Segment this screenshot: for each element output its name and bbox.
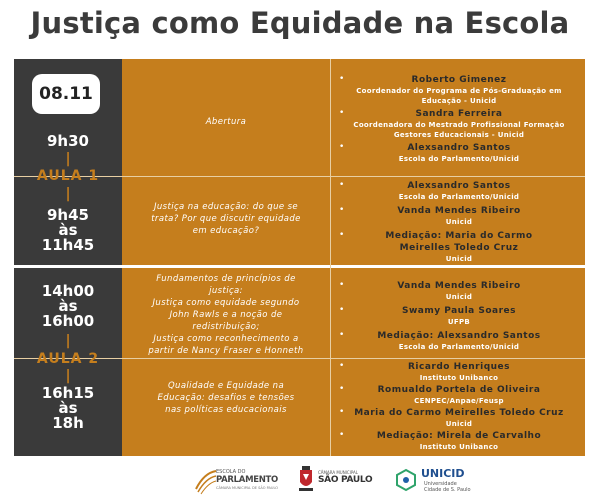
time-to: às: [58, 297, 78, 315]
aula-2-label: AULA 2: [36, 351, 100, 367]
time-separator: |: [65, 333, 71, 349]
time-opening: 9h30: [47, 132, 89, 150]
topic-line: Qualidade e Equidade na: [167, 381, 285, 391]
page-title: Justiça como Equidade na Escola: [30, 6, 570, 40]
speaker-affiliation: Unicid: [445, 255, 473, 263]
parlamento-logo-sub: CÂMARA MUNICIPAL DE SÃO PAULO: [216, 486, 279, 490]
speaker-name: Mediação: Mirela de Carvalho: [376, 431, 542, 441]
time-separator: |: [65, 186, 71, 202]
bullet-icon: •: [339, 280, 345, 290]
speaker-affiliation: CENPEC/Anpae/Feusp: [414, 397, 504, 405]
speaker-entry: [333, 230, 585, 264]
speaker-entry: [333, 330, 585, 352]
speaker-affiliation: Instituto Unibanco: [419, 443, 499, 451]
time-separator: |: [65, 151, 71, 167]
time-to: às: [58, 221, 78, 239]
topic-line: Abertura: [205, 117, 247, 127]
speaker-affiliation: Instituto Unibanco: [419, 374, 499, 382]
speaker-entry: [333, 108, 585, 140]
unicid-logo-sub: Universidade: [424, 481, 457, 487]
topic-line: John Rawls e a noção de: [169, 310, 283, 320]
bullet-icon: •: [339, 430, 345, 440]
speaker-entry: [333, 205, 585, 227]
speaker-name: Mediação: Maria do Carmo: [385, 231, 533, 241]
time-separator: |: [65, 368, 71, 384]
speaker-name: Ricardo Henriques: [408, 362, 510, 372]
topic-line: nas políticas educacionais: [165, 405, 287, 415]
unicid-emblem-icon: [395, 468, 417, 494]
column-divider: [330, 59, 331, 456]
speaker-name: Roberto Gimenez: [411, 75, 507, 85]
speaker-name: Swamy Paula Soares: [401, 306, 516, 316]
topic-line: Fundamentos de princípios de: [156, 274, 296, 284]
speaker-entry: [333, 180, 585, 202]
topic-line: Justiça como equidade segundo: [152, 298, 300, 308]
camara-sao-paulo-logo: [298, 464, 373, 496]
parlamento-logo-top: ESCOLA DO: [216, 469, 246, 475]
topic-aula-1: [128, 201, 324, 237]
speaker-affiliation: Escola do Parlamento/Unicid: [398, 193, 520, 201]
topic-line: partir de Nancy Fraser e Honneth: [148, 346, 304, 356]
parlamento-logo-main: PARLAMENTO: [216, 475, 278, 485]
speakers-aula-1: [333, 180, 585, 264]
time-end: 16h00: [41, 312, 95, 330]
speaker-name: Romualdo Portela de Oliveira: [377, 385, 541, 395]
topic-line: redistribuição;: [192, 322, 260, 332]
speakers-opening: [333, 74, 585, 164]
speaker-name: Mediação: Alexsandro Santos: [377, 331, 541, 341]
time-end: 18h: [52, 414, 84, 432]
speaker-affiliation: Unicid: [445, 218, 473, 226]
topic-line: em educação?: [192, 226, 260, 236]
time-start: 14h00: [41, 282, 95, 300]
partner-logos: [0, 462, 600, 500]
speaker-entry: [333, 430, 585, 452]
speaker-entry: [333, 142, 585, 164]
bullet-icon: •: [339, 205, 345, 215]
speaker-affiliation: UFPB: [447, 318, 471, 326]
camara-logo-top: CÂMARA MUNICIPAL: [318, 470, 358, 475]
bullet-icon: •: [339, 384, 345, 394]
speaker-affiliation: Unicid: [445, 420, 473, 428]
speakers-aula-2a: [333, 280, 585, 352]
speaker-name: Vanda Mendes Ribeiro: [397, 206, 521, 216]
topic-line: justiça:: [209, 286, 243, 296]
speaker-affiliation: Unicid: [445, 293, 473, 301]
speaker-affiliation: Escola do Parlamento/Unicid: [398, 343, 520, 351]
speaker-entry: [333, 384, 585, 406]
unicid-logo: [393, 464, 473, 496]
time-end: 11h45: [41, 236, 95, 254]
topic-opening: [128, 116, 324, 128]
speaker-affiliation: Gestores Educacionais - Unicid: [393, 131, 525, 139]
topic-line: trata? Por que discutir equidade: [151, 214, 301, 224]
bullet-icon: •: [339, 407, 345, 417]
topic-line: Justiça na educação: do que se: [153, 202, 299, 212]
speakers-aula-2b: [333, 361, 585, 452]
unicid-logo-main: UNICID: [421, 467, 465, 480]
speaker-affiliation: Coordenador do Programa de Pós-Graduação em: [356, 87, 562, 95]
camara-logo-main: SÃO PAULO: [318, 475, 373, 485]
speaker-affiliation: Educação - Unicid: [421, 97, 497, 105]
speaker-entry: [333, 74, 585, 106]
speaker-entry: [333, 361, 585, 383]
bullet-icon: •: [339, 305, 345, 315]
speaker-name: Alexsandro Santos: [407, 143, 511, 153]
speaker-entry: [333, 305, 585, 327]
date-badge: 08.11: [32, 74, 100, 114]
speaker-name: Meirelles Toledo Cruz: [399, 243, 519, 253]
topic-line: Justiça como reconhecimento a: [153, 334, 299, 344]
bullet-icon: •: [339, 330, 345, 340]
time-to: às: [58, 399, 78, 417]
bullet-icon: •: [339, 180, 345, 190]
speaker-affiliation: Coordenadora do Mestrado Profissional Formação: [353, 121, 565, 129]
coat-of-arms-icon: [298, 466, 314, 494]
speaker-name: Vanda Mendes Ribeiro: [397, 281, 521, 291]
speaker-entry: [333, 407, 585, 429]
time-start: 9h45: [47, 206, 89, 224]
speaker-entry: [333, 280, 585, 302]
speaker-name: Sandra Ferreira: [415, 109, 503, 119]
topic-aula-2b: [128, 380, 324, 416]
time-start: 16h15: [41, 384, 95, 402]
escola-parlamento-logo: [192, 464, 279, 496]
bullet-icon: •: [339, 74, 345, 84]
aula-1-label: AULA 1: [36, 168, 100, 184]
bullet-icon: •: [339, 108, 345, 118]
session-divider: [14, 265, 585, 268]
speaker-name: Maria do Carmo Meirelles Toledo Cruz: [354, 408, 564, 418]
bullet-icon: •: [339, 142, 345, 152]
parlamento-swoosh-icon: [194, 467, 218, 495]
bullet-icon: •: [339, 230, 345, 240]
topic-aula-2a: [128, 273, 324, 357]
speaker-name: Alexsandro Santos: [407, 181, 511, 191]
topic-line: Educação: desafios e tensões: [157, 393, 295, 403]
bullet-icon: •: [339, 361, 345, 371]
speaker-affiliation: Escola do Parlamento/Unicid: [398, 155, 520, 163]
unicid-logo-sub: Cidade de S. Paulo: [424, 487, 471, 493]
